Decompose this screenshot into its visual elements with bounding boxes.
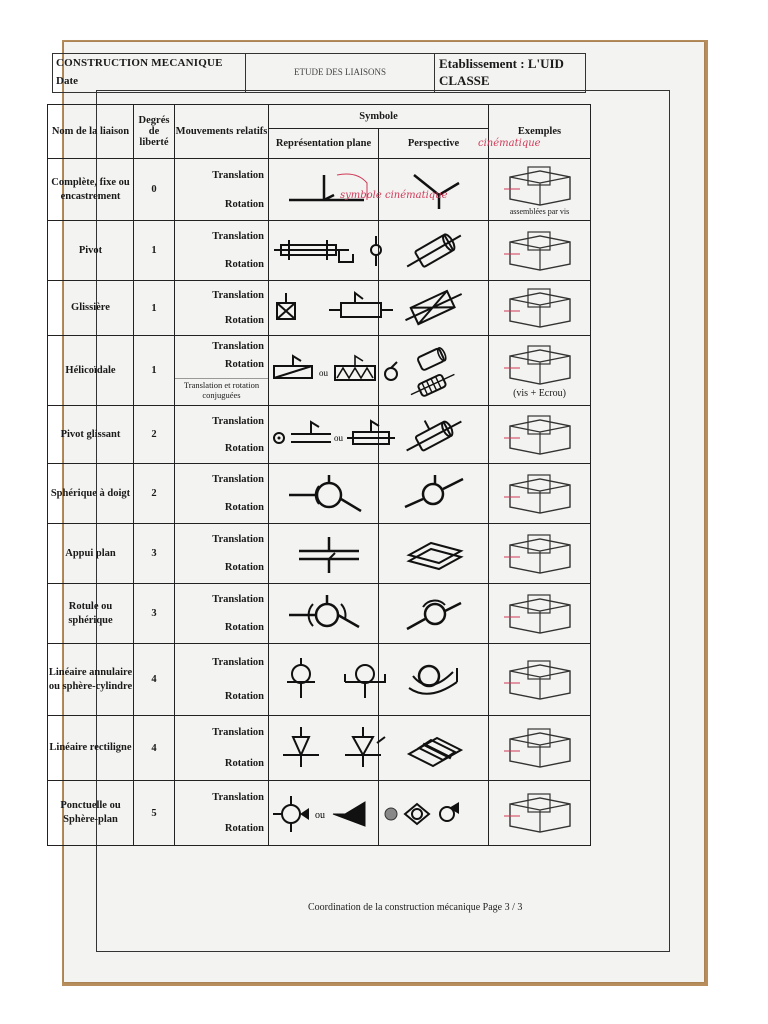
movements-cell	[175, 281, 269, 336]
example-sketch	[489, 281, 591, 336]
movement-label: Rotation	[224, 198, 264, 210]
class-label: CLASSE	[439, 73, 490, 88]
symbol-label: Symbole	[359, 111, 398, 122]
handwritten-note-symbol: cinématique	[478, 138, 541, 149]
movements-cell	[175, 781, 269, 846]
movements-cell	[175, 221, 269, 281]
movement-label: Rotation	[224, 259, 264, 270]
date-label: Date	[56, 75, 78, 87]
example-sketch	[489, 336, 591, 406]
course-title: CONSTRUCTION MECANIQUE	[56, 57, 223, 69]
movement-label: Rotation	[224, 442, 264, 454]
plane-symbol	[269, 281, 379, 336]
header-course-cell	[53, 54, 246, 92]
movement-label: Rotation	[224, 622, 264, 633]
col-header-plan: Représentation plane	[269, 129, 379, 159]
liaison-name: Linéaire rectiligne	[48, 716, 134, 781]
plane-symbol	[269, 336, 379, 406]
example-sketch	[489, 221, 591, 281]
liaison-name: Ponctuelle ou Sphère-plan	[48, 781, 134, 846]
col-header-dof: Degrés de liberté	[134, 105, 175, 159]
plane-symbol	[269, 406, 379, 464]
table-row	[48, 716, 591, 781]
col-header-name: Nom de la liaison	[48, 105, 134, 159]
table-row	[48, 464, 591, 524]
movement-label: Translation	[212, 289, 264, 301]
topic-title: ETUDE DES LIAISONS	[294, 67, 386, 77]
perspective-symbol	[379, 221, 489, 281]
movements-cell	[175, 524, 269, 584]
table-row	[48, 584, 591, 644]
liaison-name: Rotule ou sphérique	[48, 584, 134, 644]
liaison-name: Appui plan	[48, 524, 134, 584]
header-topic-cell	[246, 54, 435, 92]
movement-label: Translation	[212, 594, 264, 605]
liaison-name: Pivot	[48, 221, 134, 281]
degrees-of-freedom: 5	[134, 781, 175, 846]
liaison-name: Linéaire annulaire ou sphère-cylindre	[48, 644, 134, 716]
perspective-symbol	[379, 406, 489, 464]
liaison-name: Complète, fixe ou encastrement	[48, 159, 134, 221]
movements-cell	[175, 159, 269, 221]
liaison-name: Pivot glissant	[48, 406, 134, 464]
degrees-of-freedom: 1	[134, 336, 175, 406]
example-sketch	[489, 524, 591, 584]
degrees-of-freedom: 1	[134, 281, 175, 336]
movements-cell	[175, 406, 269, 464]
movement-label: Rotation	[224, 757, 264, 769]
plane-symbol	[269, 584, 379, 644]
example-sketch	[489, 464, 591, 524]
movement-label: Translation et rotation conjuguées	[175, 378, 268, 400]
document-header	[52, 53, 586, 93]
degrees-of-freedom: 3	[134, 524, 175, 584]
school-label: Etablissement : L'UID	[439, 56, 564, 71]
movement-label: Translation	[212, 534, 264, 545]
perspective-symbol	[379, 524, 489, 584]
movement-label: Translation	[212, 341, 264, 353]
liaisons-table	[47, 104, 591, 846]
example-sketch	[489, 159, 591, 221]
plane-symbol	[269, 644, 379, 716]
movement-label: Rotation	[224, 502, 264, 513]
perspective-symbol	[379, 464, 489, 524]
degrees-of-freedom: 4	[134, 644, 175, 716]
table-row	[48, 524, 591, 584]
example-sketch	[489, 584, 591, 644]
movements-cell	[175, 464, 269, 524]
liaisons-body	[48, 159, 591, 846]
col-header-perspective: Perspective	[379, 129, 489, 159]
degrees-of-freedom: 2	[134, 464, 175, 524]
page-footer: Coordination de la construction mécanique Page 3 / 3	[308, 902, 523, 913]
table-row	[48, 159, 591, 221]
liaison-name: Hélicoïdale	[48, 336, 134, 406]
table-row	[48, 336, 591, 406]
perspective-symbol	[379, 584, 489, 644]
degrees-of-freedom: 2	[134, 406, 175, 464]
degrees-of-freedom: 3	[134, 584, 175, 644]
movement-label: Translation	[212, 231, 264, 242]
example-sketch	[489, 644, 591, 716]
perspective-symbol	[379, 644, 489, 716]
table-row	[48, 644, 591, 716]
plane-symbol	[269, 464, 379, 524]
perspective-symbol	[379, 281, 489, 336]
svg-text:ou: ou	[315, 810, 325, 821]
plane-symbol	[269, 781, 379, 846]
movement-label: Rotation	[224, 822, 264, 834]
movement-label: Translation	[212, 415, 264, 427]
col-header-symbol	[269, 105, 489, 129]
degrees-of-freedom: 4	[134, 716, 175, 781]
movement-label: Translation	[212, 474, 264, 485]
plane-symbol	[269, 221, 379, 281]
liaison-name: Glissière	[48, 281, 134, 336]
movements-cell	[175, 584, 269, 644]
movement-label: Translation	[212, 657, 264, 668]
example-caption: (vis + Ecrou)	[513, 388, 566, 399]
handwritten-note-plan: symbole cinématique	[340, 190, 448, 201]
movement-label: Rotation	[224, 359, 264, 371]
example-sketch	[489, 716, 591, 781]
movement-label: Rotation	[224, 315, 264, 327]
movement-label: Translation	[212, 727, 264, 739]
perspective-symbol	[379, 716, 489, 781]
movement-label: Rotation	[224, 691, 264, 702]
plane-symbol	[269, 524, 379, 584]
degrees-of-freedom: 0	[134, 159, 175, 221]
liaison-name: Sphérique à doigt	[48, 464, 134, 524]
movement-label: Rotation	[224, 562, 264, 573]
table-row	[48, 781, 591, 846]
movement-label: Translation	[212, 169, 264, 181]
movements-cell	[175, 716, 269, 781]
example-sketch	[489, 781, 591, 846]
table-row	[48, 281, 591, 336]
movement-label: Translation	[212, 792, 264, 804]
svg-text:ou: ou	[334, 432, 343, 443]
table-row	[48, 221, 591, 281]
example-sketch	[489, 406, 591, 464]
header-school-cell	[435, 54, 585, 92]
example-caption: assemblées par vis	[509, 207, 570, 216]
svg-text:ou: ou	[319, 367, 328, 378]
col-header-examples: Exemples	[489, 105, 591, 159]
movements-cell	[175, 336, 269, 406]
plane-symbol	[269, 716, 379, 781]
col-header-movements: Mouvements relatifs	[175, 105, 269, 159]
table-row	[48, 406, 591, 464]
degrees-of-freedom: 1	[134, 221, 175, 281]
movements-cell	[175, 644, 269, 716]
